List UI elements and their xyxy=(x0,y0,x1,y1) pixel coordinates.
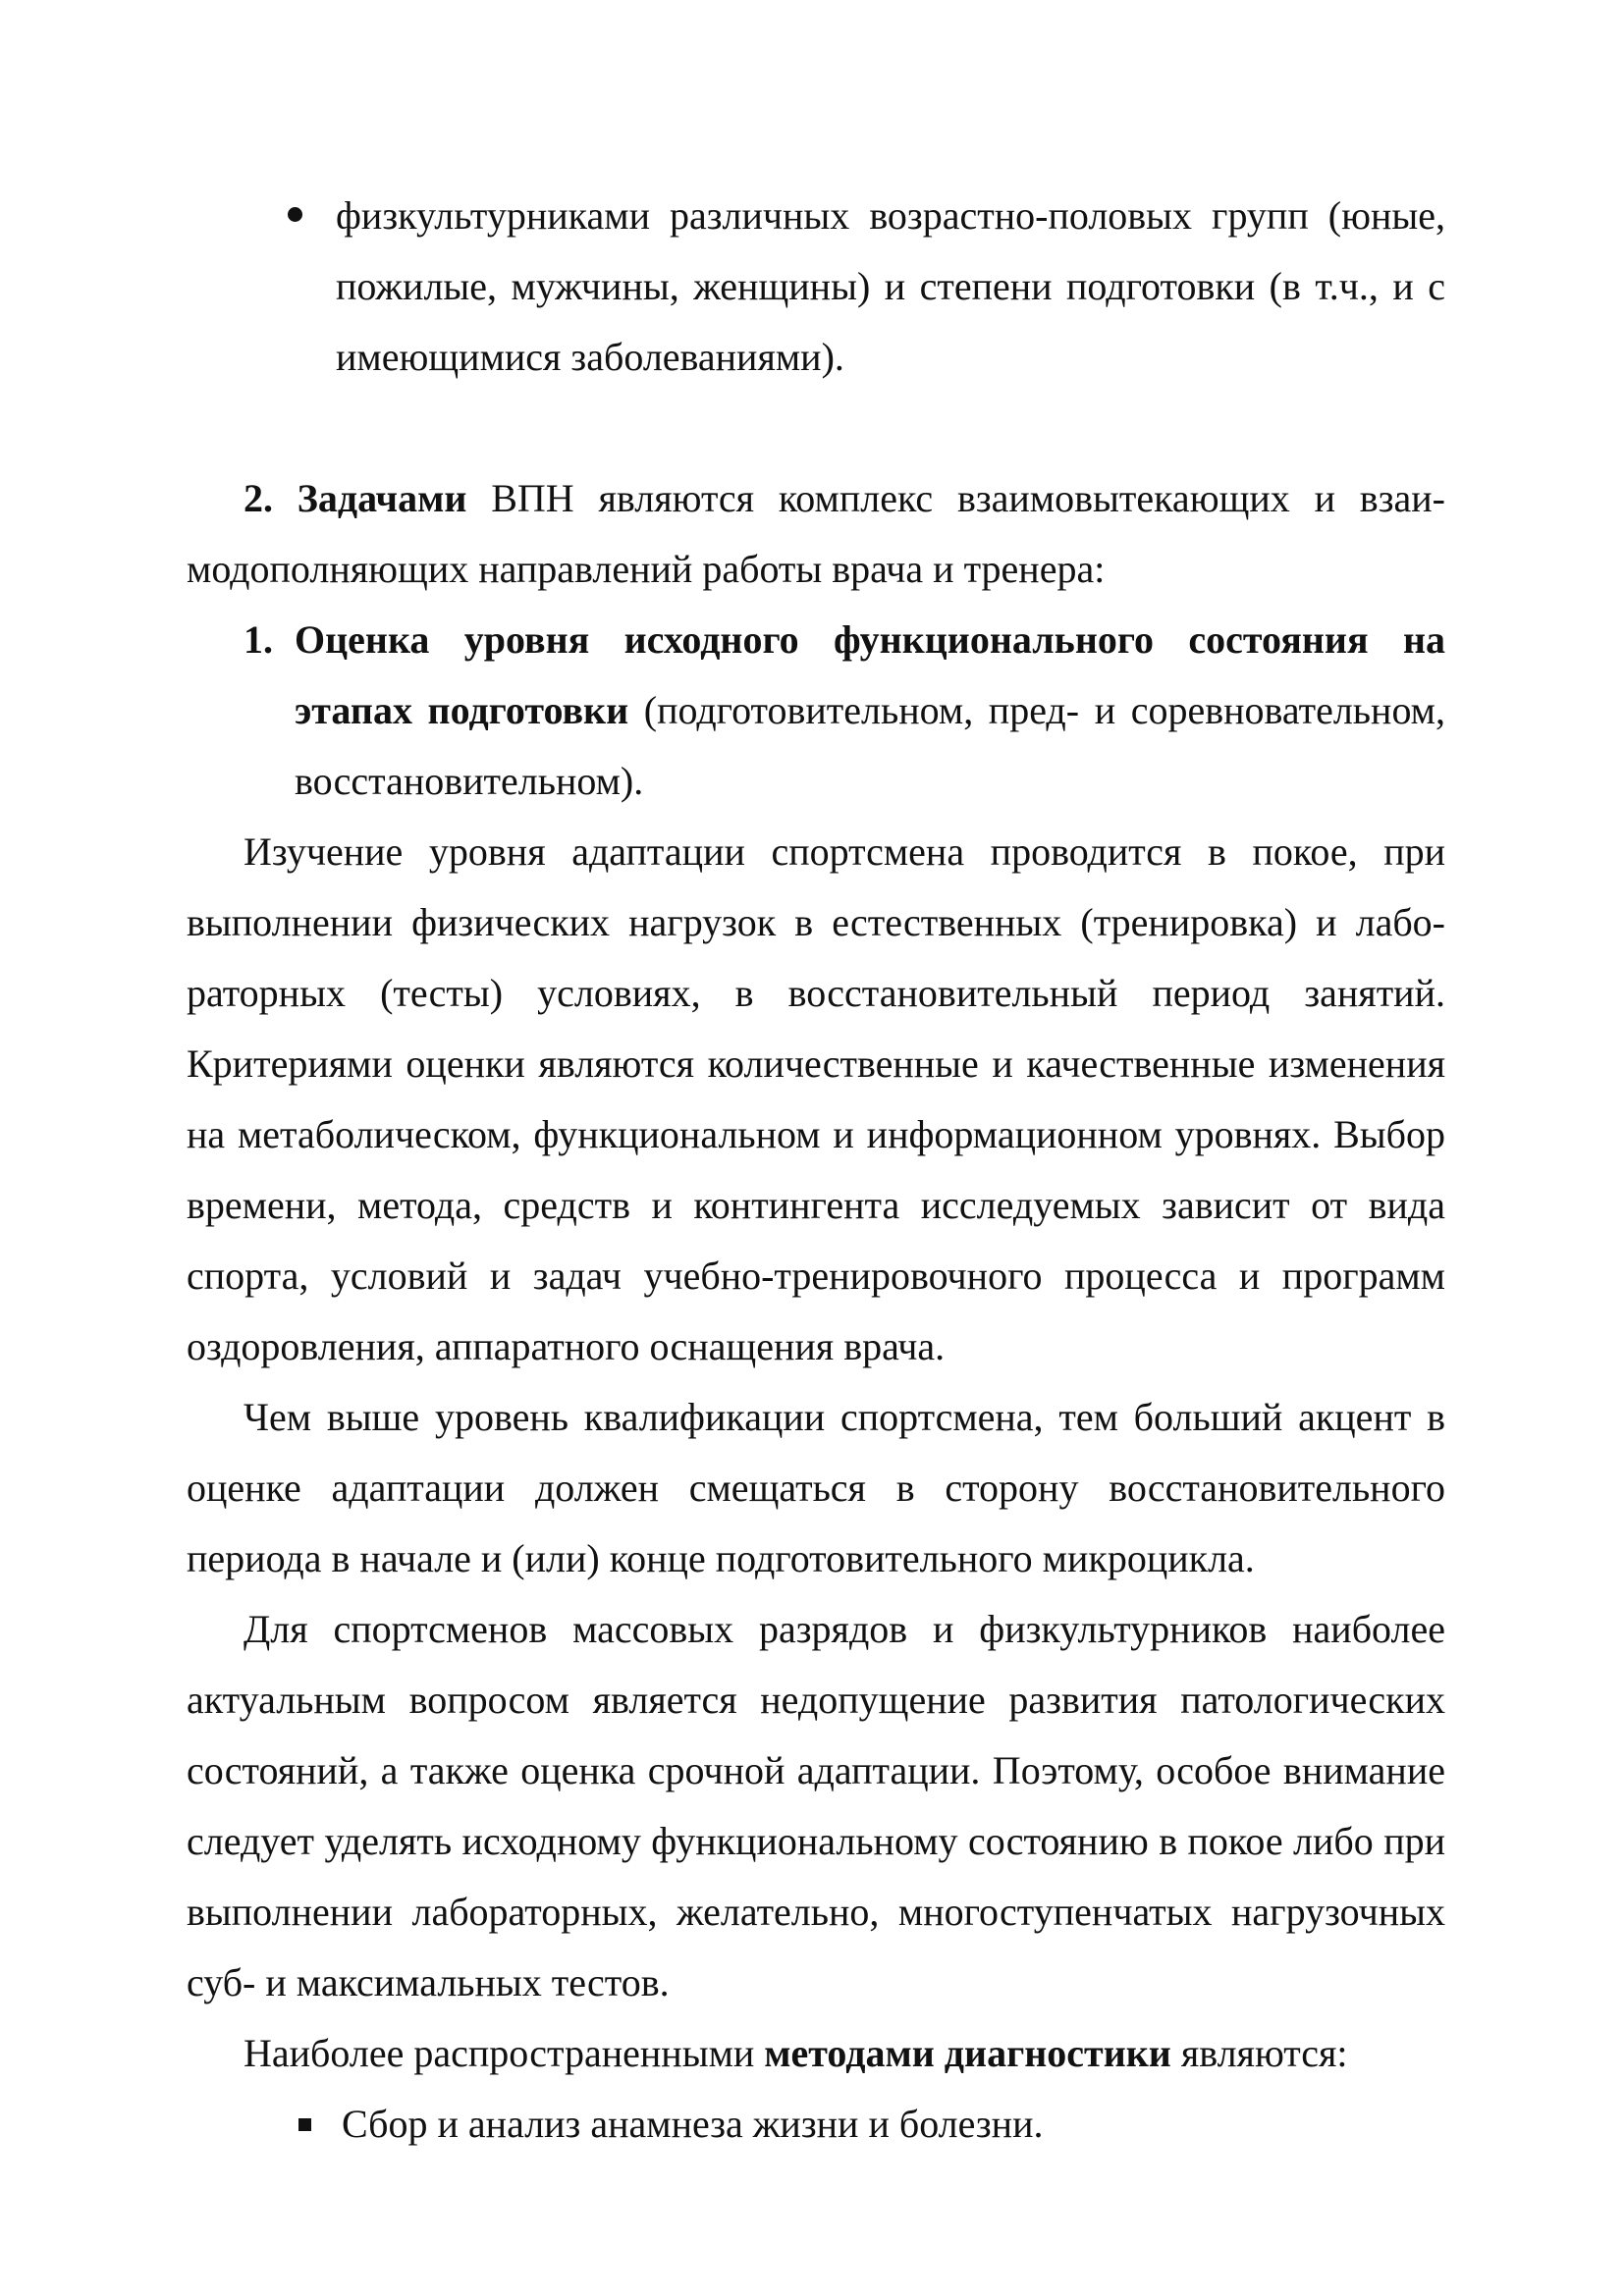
numbered-item-bold: Оценка уровня исходного функционального состояния на этапах подготовки xyxy=(295,617,1445,732)
square-bullet-item xyxy=(187,2089,1445,2160)
methods-paragraph xyxy=(187,2018,1445,2089)
tasks-lead: 2. Задачами xyxy=(244,476,467,520)
list-number: 1. xyxy=(244,617,273,662)
bullet-dot-icon xyxy=(288,207,302,222)
body-paragraph-1: Изучение уровня адаптации спортсмена проводится в покое, при выполнении физических нагрузок в естественных (тренировка) и лабораторных (тесты) условиях, в восстановительный период занятий. Критериями оценки являются количественные и качественные изменения на метаболическом, функциональном и информационном уровнях. Выбор времени, метода, средств и контингента исследуемых зависит от вида спорта, условий и задач учебно-тренировочного процесса и программ оздоровления, аппаратного оснащения врача. xyxy=(187,829,1445,1368)
bullet-list-item xyxy=(187,181,1445,393)
numbered-item-text: (подготовительном, пред- и соревновательном, восстановительном). xyxy=(295,688,1445,803)
bullet-item-text: физкультурниками различных возрастно-половых групп (юные, пожилые, мужчины, женщины) и степени подготовки (в т.ч., и с имеющимися заболеваниями). xyxy=(336,193,1445,379)
numbered-list-item xyxy=(187,605,1445,817)
methods-text-before: Наиболее распространенными xyxy=(244,2031,765,2075)
tasks-text: ВПН являются комплекс взаимовытекающих и взаимодополняющих направлений работы врача и тренера: xyxy=(187,476,1445,591)
body-paragraph-3: Для спортсменов массовых разрядов и физкультурников наиболее актуальным вопросом является недопущение развития патологических состояний, а также оценка срочной адаптации. Поэтому, особое внимание следует уделять исходному функциональному состоянию в покое либо при выполнении лабораторных, желательно, многоступенчатых нагрузочных суб- и максимальных тестов. xyxy=(187,1607,1445,2004)
square-bullet-icon xyxy=(298,2118,311,2131)
tasks-paragraph xyxy=(187,463,1445,605)
spacer xyxy=(187,393,1445,463)
methods-text-after: являются: xyxy=(1170,2031,1348,2075)
body-paragraph-2: Чем выше уровень квалификации спортсмена, тем больший акцент в оценке адаптации должен смещаться в сторону восстановительного периода в начале и (или) конце подготовительного микроцикла. xyxy=(187,1395,1445,1580)
square-bullet-text: Сбор и анализ анамнеза жизни и болезни. xyxy=(342,2102,1044,2146)
page-content xyxy=(187,181,1445,2160)
methods-bold: методами диагностики xyxy=(764,2031,1171,2075)
